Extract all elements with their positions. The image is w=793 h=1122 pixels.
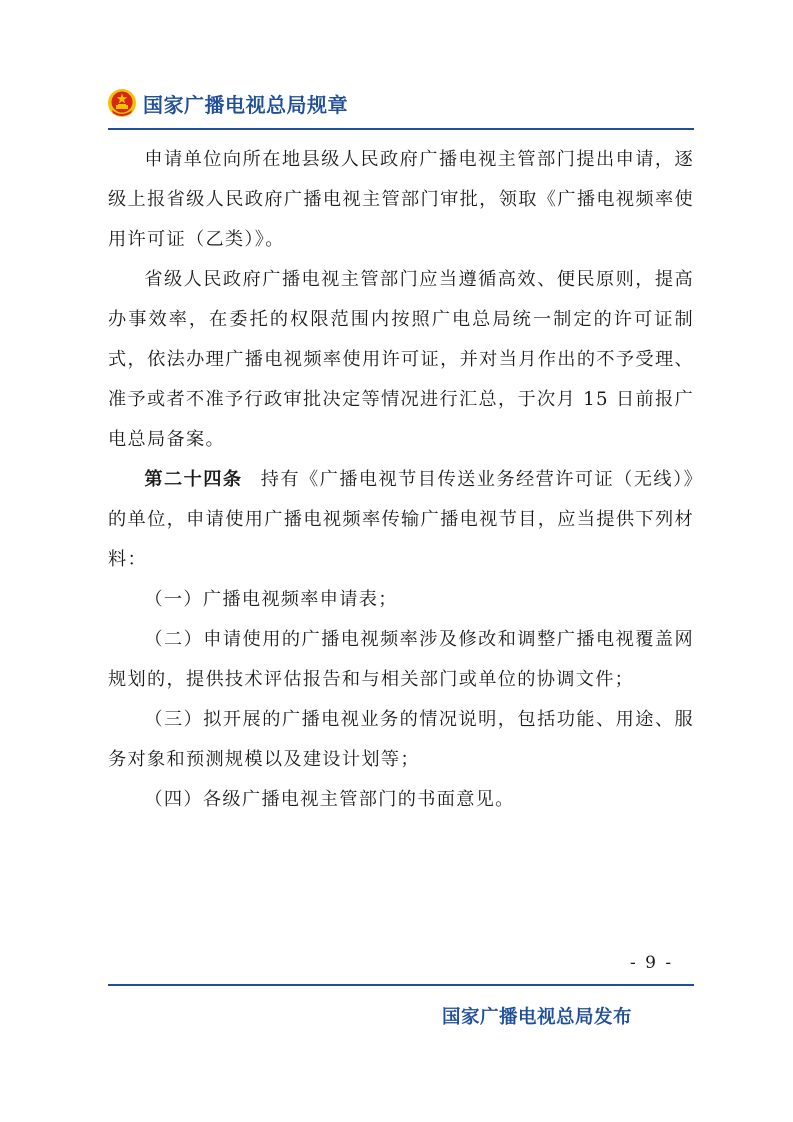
header-title: 国家广播电视总局规章 <box>143 92 348 117</box>
article-paragraph <box>108 460 694 580</box>
document-body <box>108 140 694 820</box>
national-emblem-icon <box>107 88 137 118</box>
list-item: （二）申请使用的广播电视频率涉及修改和调整广播电视覆盖网规划的，提供技术评估报告和与相关部门或单位的协调文件； <box>108 629 694 690</box>
footer-divider <box>108 984 694 986</box>
article-text: 持有《广播电视节目传送业务经营许可证（无线）》的单位，申请使用广播电视频率传输广播电视节目，应当提供下列材料： <box>108 469 694 570</box>
list-item: （一）广播电视频率申请表； <box>144 589 398 610</box>
list-item: （四）各级广播电视主管部门的书面意见。 <box>144 789 515 810</box>
paragraph: 省级人民政府广播电视主管部门应当遵循高效、便民原则，提高办事效率，在委托的权限范围内按照广电总局统一制定的许可证制式，依法办理广播电视频率使用许可证，并对当月作出的不予受理、准予或者不准予行政审批决定等情况进行汇总，于次月 15 日前报广电总局备案。 <box>108 269 694 450</box>
page-number: - 9 - <box>630 953 674 973</box>
header-divider <box>108 128 694 130</box>
footer-title: 国家广播电视总局发布 <box>442 1007 633 1028</box>
list-item: （三）拟开展的广播电视业务的情况说明，包括功能、用途、服务对象和预测规模以及建设计划等； <box>108 709 694 770</box>
page-header <box>107 84 348 122</box>
article-number: 第二十四条 <box>144 469 243 490</box>
paragraph: 申请单位向所在地县级人民政府广播电视主管部门提出申请，逐级上报省级人民政府广播电视主管部门审批，领取《广播电视频率使用许可证（乙类）》。 <box>108 149 694 250</box>
